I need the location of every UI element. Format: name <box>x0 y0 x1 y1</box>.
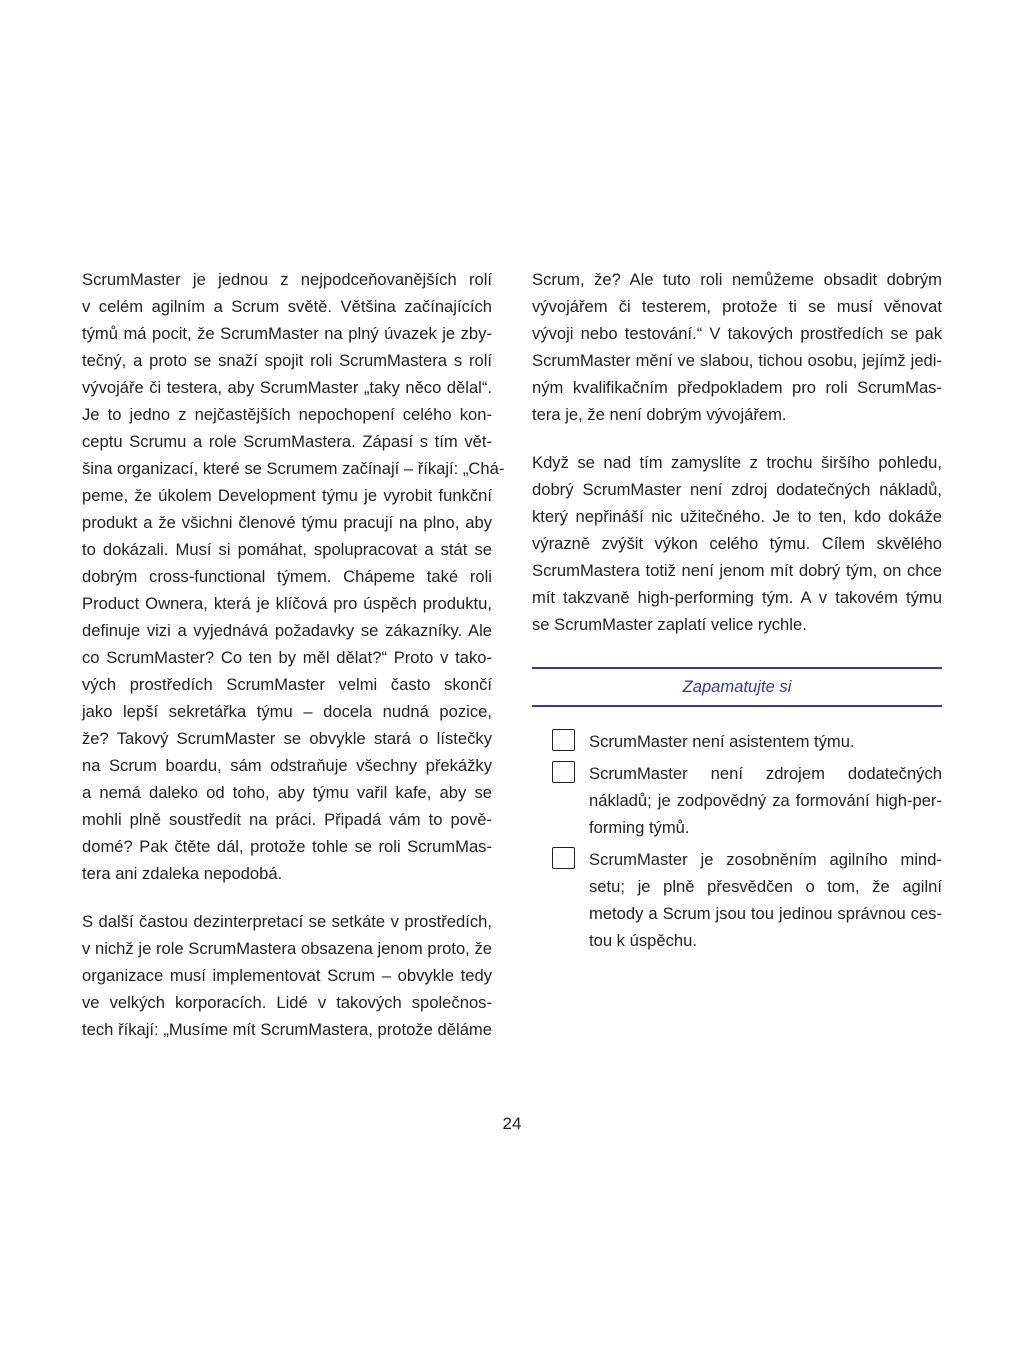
text-line: ScrumMastera totiž není jenom mít dobrý tým, on chce <box>532 561 942 580</box>
text-line: forming týmů. <box>589 818 690 837</box>
text-line: vývojáře či testera, aby ScrumMaster „taky něco dělal“. <box>82 378 492 397</box>
checkbox-icon[interactable] <box>552 847 575 869</box>
text-line: dobrý ScrumMaster není zdroj dodatečných nákladů, <box>532 480 942 499</box>
text-line: tou k úspěchu. <box>589 931 697 950</box>
text-line: to dokázali. Musí si pomáhat, spolupracovat a stát se <box>82 540 492 559</box>
paragraph <box>532 449 942 638</box>
text-line: tera ani zdaleka nepodobá. <box>82 864 283 883</box>
text-line: domé? Pak čtěte dál, protože tohle se roli ScrumMas- <box>82 837 492 856</box>
remember-box <box>532 667 942 959</box>
checklist-item <box>532 728 942 755</box>
right-column <box>532 266 942 638</box>
checklist-item <box>532 846 942 954</box>
text-line: S další častou dezinterpretací se setkáte v prostředích, <box>82 912 492 931</box>
text-line: jako lepší sekretářka týmu – docela nudná pozice, <box>82 702 492 721</box>
text-line: peme, že úkolem Development týmu je vyrobit funkční <box>82 486 492 505</box>
text-line: setu; je plně přesvědčen o tom, že agilní <box>589 877 942 896</box>
text-line: ScrumMaster není zdrojem dodatečných <box>589 764 942 783</box>
text-line: Když se nad tím zamyslíte z trochu širšího pohledu, <box>532 453 942 472</box>
text-line: ScrumMaster je jednou z nejpodceňovanějších rolí <box>82 270 492 289</box>
paragraph <box>532 266 942 428</box>
text-line: mohli plně soustředit na práci. Připadá vám to pově- <box>82 810 492 829</box>
text-line: který nepřináší nic užitečného. Je to ten, kdo dokáže <box>532 507 942 526</box>
box-title: Zapamatujte si <box>682 677 792 696</box>
text-line: výrazně zvýšit výkon celého týmu. Cílem skvělého <box>532 534 942 553</box>
text-line: ScrumMaster není asistentem týmu. <box>589 732 855 751</box>
text-line: vývojářem či testerem, protože ti se musí věnovat <box>532 297 942 316</box>
text-line: tech říkají: „Musíme mít ScrumMastera, protože děláme <box>82 1020 492 1039</box>
text-line: ScrumMaster je zosobněním agilního mind- <box>589 850 942 869</box>
text-line: ScrumMaster mění ve slabou, tichou osobu, jejímž jedi- <box>532 351 942 370</box>
text-line: že? Takový ScrumMaster se obvykle stará o lístečky <box>82 729 492 748</box>
text-line: Je to jedno z nejčastějších nepochopení celého kon- <box>82 405 492 424</box>
checklist-item <box>532 760 942 841</box>
text-line: Product Ownera, která je klíčová pro úspěch produktu, <box>82 594 492 613</box>
box-bottom-rule <box>532 705 942 707</box>
paragraph <box>82 908 492 1043</box>
text-line: v celém agilním a Scrum světě. Většina začínajících <box>82 297 492 316</box>
text-line: metody a Scrum jsou tou jedinou správnou ces- <box>589 904 942 923</box>
text-line: a nemá daleko od toho, aby týmu vařil kafe, aby se <box>82 783 492 802</box>
text-line: dobrým cross-functional týmem. Chápeme také roli <box>82 567 492 586</box>
text-line: mít takzvaně high-performing tým. A v takovém týmu <box>532 588 942 607</box>
text-line: v nichž je role ScrumMastera obsazena jenom proto, že <box>82 939 492 958</box>
left-column <box>82 266 505 1043</box>
text-line: definuje vizi a vyjednává požadavky se zákazníky. Ale <box>82 621 492 640</box>
text-line: co ScrumMaster? Co ten by měl dělat?“ Proto v tako- <box>82 648 492 667</box>
text-line: vývoji nebo testování.“ V takových prostředích se pak <box>532 324 942 343</box>
text-line: nákladů; je zodpovědný za formování high-per- <box>589 791 942 810</box>
text-line: ným kvalifikačním předpokladem pro roli ScrumMas- <box>532 378 942 397</box>
text-line: šina organizací, které se Scrumem začínají – říkají: „Chá- <box>82 459 505 478</box>
checkbox-icon[interactable] <box>552 761 575 783</box>
page-number: 24 <box>502 1114 522 1133</box>
text-line: tečný, a proto se snaží spojit roli ScrumMastera s rolí <box>82 351 492 370</box>
paragraph-gap <box>82 887 492 908</box>
text-line: ve velkých korporacích. Lidé v takových společnos- <box>82 993 492 1012</box>
text-line: organizace musí implementovat Scrum – obvykle tedy <box>82 966 492 985</box>
text-line: tera je, že není dobrým vývojářem. <box>532 405 787 424</box>
text-line: týmů má pocit, že ScrumMaster na plný úvazek je zby- <box>82 324 492 343</box>
text-line: na Scrum boardu, sám odstraňuje všechny překážky <box>82 756 492 775</box>
text-line: Scrum, že? Ale tuto roli nemůžeme obsadit dobrým <box>532 270 942 289</box>
text-line: ceptu Scrumu a role ScrumMastera. Zápasí s tím vět- <box>82 432 492 451</box>
paragraph-gap <box>532 428 942 449</box>
text-line: produkt a že všichni členové týmu pracují na plno, aby <box>82 513 492 532</box>
checkbox-icon[interactable] <box>552 729 575 751</box>
text-line: vých prostředích ScrumMaster velmi často skončí <box>82 675 492 694</box>
paragraph <box>82 266 505 887</box>
checklist <box>532 728 942 954</box>
text-line: se ScrumMaster zaplatí velice rychle. <box>532 615 807 634</box>
